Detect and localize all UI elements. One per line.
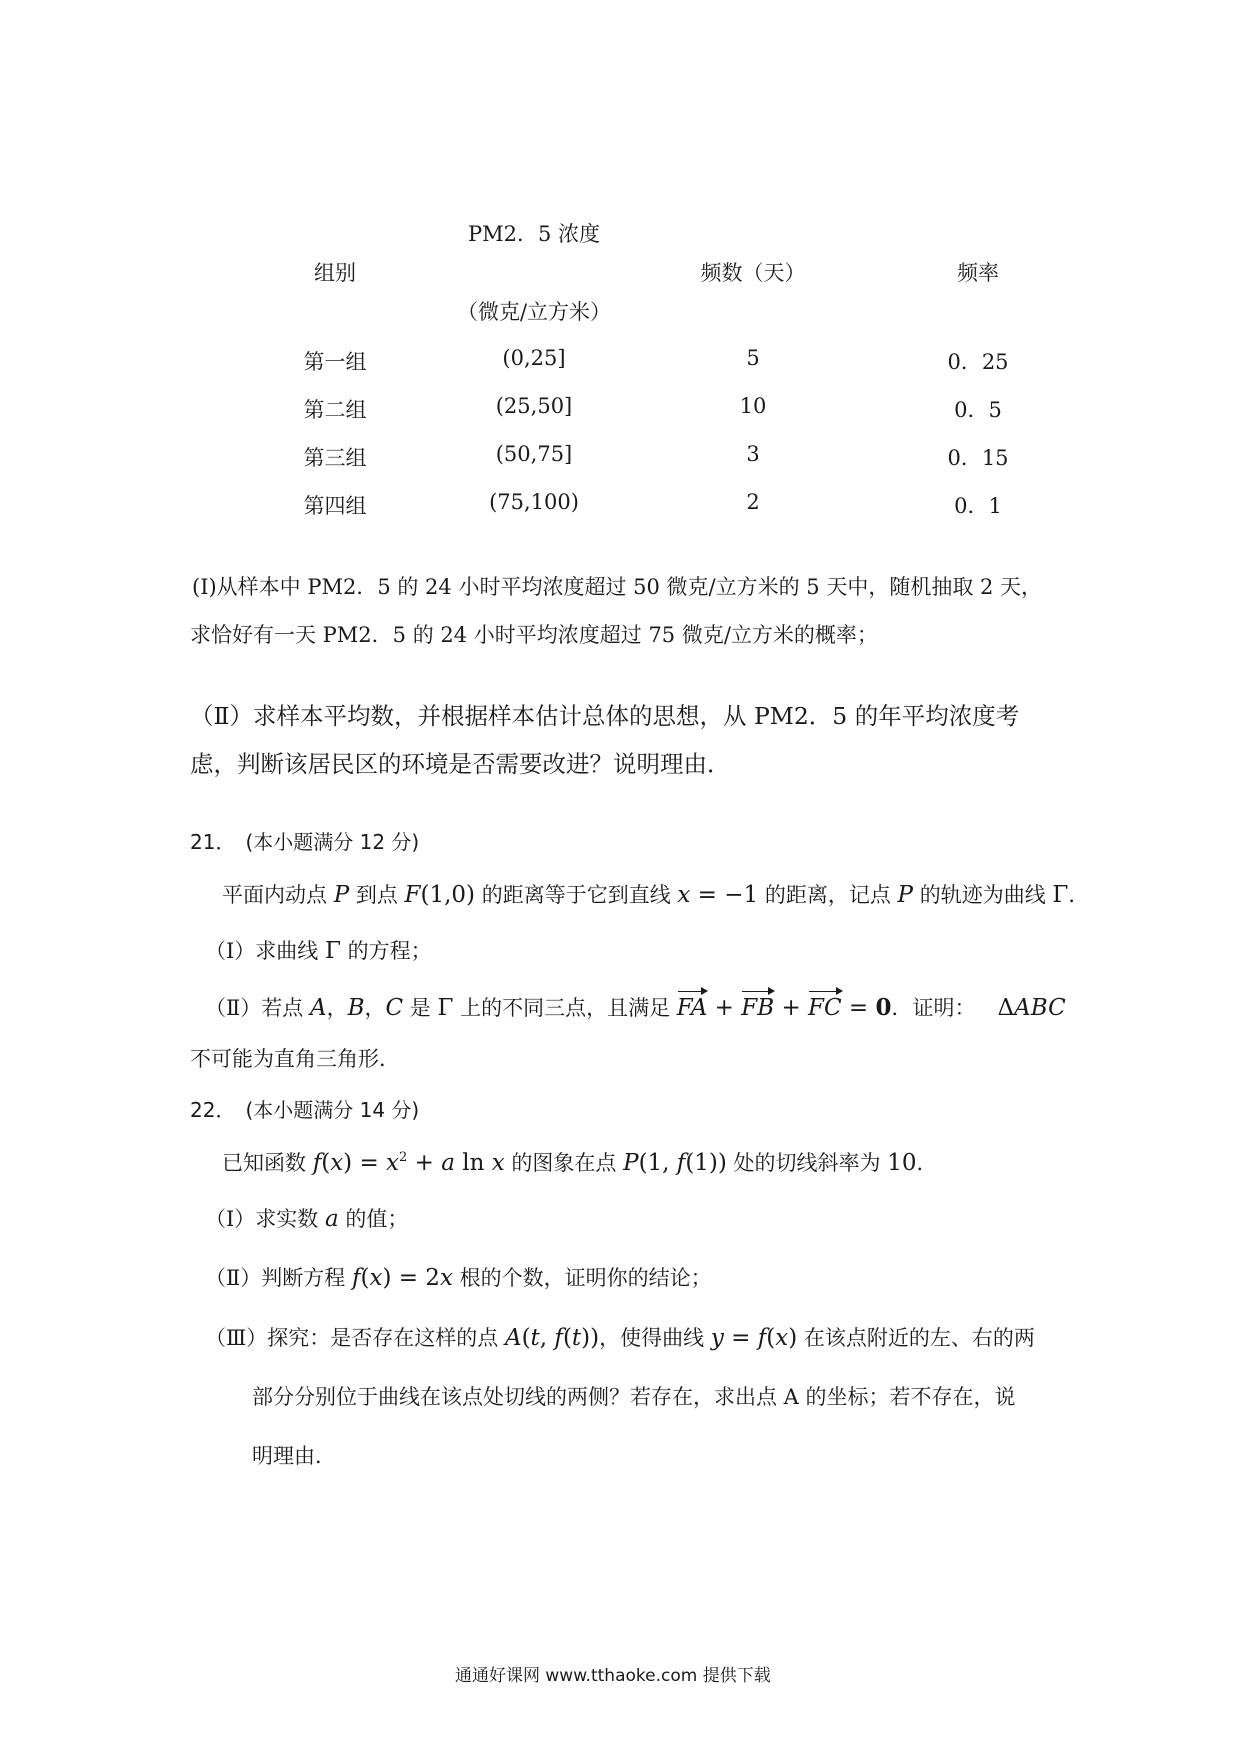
row-frequency: 0．1 [954,494,1002,518]
row-count: 3 [746,442,760,466]
row-range: (25,50] [495,394,573,418]
footer-source: 通通好课网 www.tthaoke.com 提供下载 [455,1666,771,1686]
header-count: 频数（天） [700,261,806,285]
header-group: 组别 [314,261,356,285]
row-group: 第一组 [303,350,367,374]
row-range: (50,75] [495,442,573,466]
q20-part2-line2: 虑，判断该居民区的环境是否需要改进？说明理由． [190,750,731,778]
q22-part3-line3: 明理由． [252,1444,336,1468]
q20-part1-line2: 求恰好有一天 PM2．5 的 24 小时平均浓度超过 75 微克/立方米的概率； [190,623,878,647]
q21-text: 是 [403,996,438,1020]
row-group: 第二组 [303,398,367,422]
q21-part2: （Ⅱ）若点 A，B，C 是 Γ 上的不同三点，且满足 FA + FB + FC = 0．证明： ΔABC [205,994,1066,1021]
header-concentration-line2: （微克/立方米） [456,300,612,324]
row-group: 第四组 [303,494,367,518]
q21-text: 到点 [349,883,405,907]
row-count: 5 [746,346,760,370]
q22-text: 已知函数 [222,1151,313,1175]
q21-text: （Ⅱ）若点 [205,996,310,1020]
q22-text: （Ⅱ）判断方程 [205,1266,352,1290]
q21-text: 的方程； [340,939,432,963]
q21-part1: （Ⅰ）求曲线 Γ 的方程； [205,938,432,964]
q21-statement: 平面内动点 P 到点 F(1,0) 的距离等于它到直线 x = −1 的距离，记点 P 的轨迹为曲线 Γ． [222,882,1090,908]
row-frequency: 0．5 [954,398,1002,422]
q21-text: ， [364,996,386,1020]
q22-text: （Ⅰ）求实数 [205,1207,325,1231]
q22-part2: （Ⅱ）判断方程 f(x) = 2x 根的个数，证明你的结论； [205,1265,712,1291]
q22-part3: （Ⅲ）探究：是否存在这样的点 A(t, f(t))，使得曲线 y = f(x) 在该点附近的左、右的两 [205,1325,1035,1351]
q21-text: 平面内动点 [222,883,334,907]
q22-text: 根的个数，证明你的结论； [452,1266,712,1290]
q21-text: ．证明： [891,996,976,1020]
q22-part3-line2: 部分分别位于曲线在该点处切线的两侧？若存在，求出点 A 的坐标；若不存在，说 [252,1385,1016,1409]
q22-heading: 22． (本小题满分 14 分) [190,1098,420,1122]
q22-text: 处的切线斜率为 [726,1151,888,1175]
header-concentration-line1: PM2．5 浓度 [467,222,601,246]
q21-part2-line2: 不可能为直角三角形． [190,1047,400,1071]
q22-text: 的值； [338,1207,409,1231]
row-frequency: 0．25 [947,350,1009,374]
row-range: (0,25] [502,346,566,370]
q21-text: 上的不同三点，且满足 [453,996,677,1020]
row-count: 2 [746,490,760,514]
row-frequency: 0．15 [947,446,1009,470]
q22-text: ． [916,1151,938,1175]
q20-part1-line1: (Ⅰ)从样本中 PM2．5 的 24 小时平均浓度超过 50 微克/立方米的 5 天中，随机抽取 2 天， [192,575,1043,599]
row-group: 第三组 [303,446,367,470]
q21-text: 的距离等于它到直线 [475,883,678,907]
q21-text: ． [1068,883,1090,907]
q22-part1: （Ⅰ）求实数 a 的值； [205,1206,409,1232]
q20-part2-line1: （Ⅱ）求样本平均数，并根据样本估计总体的思想，从 PM2．5 的年平均浓度考 [190,702,1020,730]
q21-text: （Ⅰ）求曲线 [205,939,325,963]
q21-text: 的轨迹为曲线 [913,883,1053,907]
q21-text: ， [326,996,348,1020]
q21-heading: 21． (本小题满分 12 分) [190,830,420,854]
row-count: 10 [739,394,767,418]
row-range: (75,100) [489,490,579,514]
header-frequency: 频率 [957,261,999,285]
q22-text: 的图象在点 [504,1151,624,1175]
q21-text: 的距离，记点 [758,883,898,907]
q22-statement: 已知函数 $f(x) = x^2 + a$ ln x 的图象在点 P(1, f(1)) 处的切线斜率为 10． [222,1150,938,1176]
q22-text: 在该点附近的左、右的两 [797,1326,1035,1350]
q22-text: （Ⅲ）探究：是否存在这样的点 [205,1326,505,1350]
q22-text: ，使得曲线 [599,1326,711,1350]
